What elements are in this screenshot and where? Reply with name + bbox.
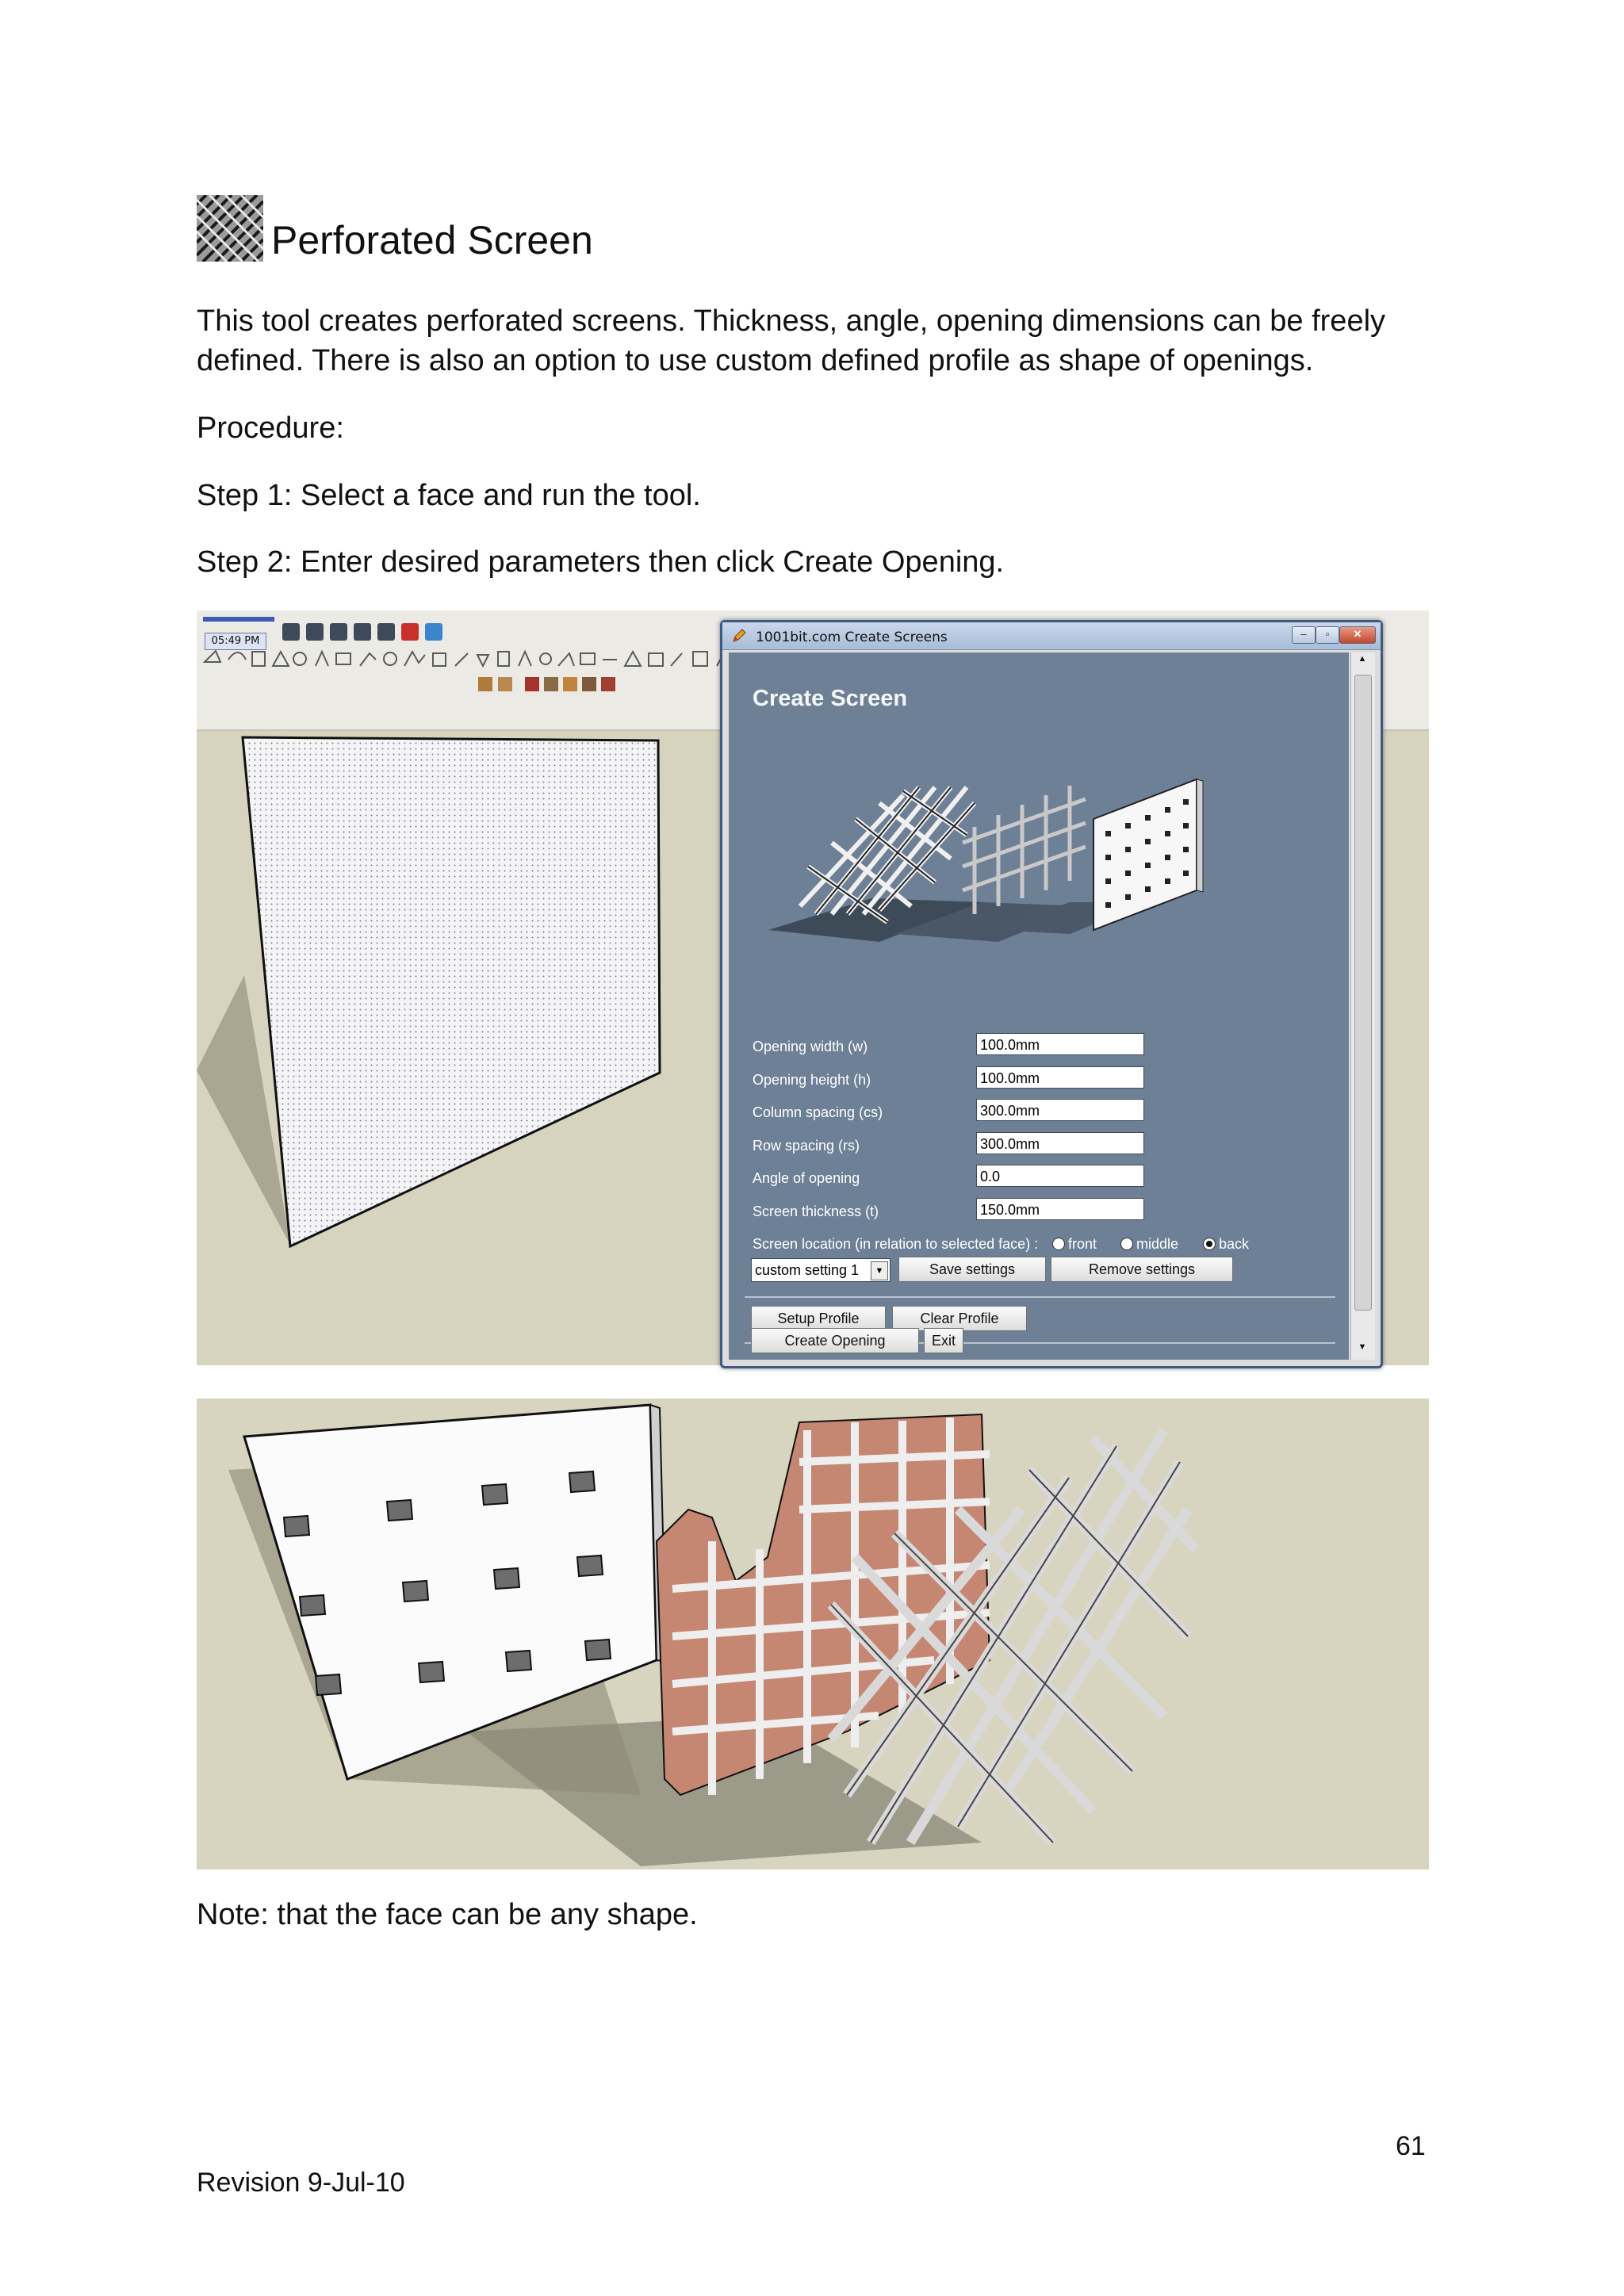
close-icon[interactable]: ✕ bbox=[1339, 626, 1376, 644]
revision-footer: Revision 9-Jul-10 bbox=[197, 2168, 405, 2198]
screens-render bbox=[197, 1399, 1429, 1869]
column-spacing-label: Column spacing (cs) bbox=[753, 1104, 883, 1120]
scroll-up-icon[interactable]: ▲ bbox=[1358, 654, 1367, 664]
clear-profile-button[interactable]: Clear Profile bbox=[892, 1306, 1027, 1331]
exit-button[interactable]: Exit bbox=[924, 1328, 963, 1353]
screen-types-illustration bbox=[753, 732, 1308, 954]
create-screens-dialog bbox=[720, 620, 1383, 1368]
dialog-titlebar[interactable] bbox=[722, 622, 1381, 650]
screen-thickness-input[interactable]: 150.0mm bbox=[976, 1198, 1144, 1220]
opening-height-label: Opening height (h) bbox=[753, 1072, 871, 1088]
procedure-label: Procedure: bbox=[197, 411, 344, 445]
intro-paragraph: This tool creates perforated screens. Thickness, angle, opening dimensions can be freely defined. There is also an option to use custom defined profile as shape of openings. bbox=[197, 304, 1386, 377]
scroll-thumb[interactable] bbox=[1354, 675, 1372, 1311]
scroll-down-icon[interactable]: ▼ bbox=[1358, 1342, 1367, 1352]
app-pencil-icon bbox=[732, 629, 746, 643]
section-title bbox=[197, 195, 593, 262]
screen-location-label: Screen location (in relation to selected face) : bbox=[753, 1236, 1039, 1252]
angle-of-opening-label: Angle of opening bbox=[753, 1170, 860, 1186]
row-spacing-input[interactable]: 300.0mm bbox=[976, 1132, 1144, 1154]
step-1: Step 1: Select a face and run the tool. bbox=[197, 479, 701, 512]
opening-height-input[interactable]: 100.0mm bbox=[976, 1066, 1144, 1089]
radio-back-icon[interactable] bbox=[1203, 1238, 1216, 1250]
minimize-icon[interactable]: – bbox=[1292, 626, 1316, 644]
setup-profile-button[interactable]: Setup Profile bbox=[751, 1306, 886, 1331]
radio-middle-icon[interactable] bbox=[1120, 1238, 1133, 1250]
dialog-body bbox=[729, 652, 1349, 1360]
step-2: Step 2: Enter desired parameters then click Create Opening. bbox=[197, 545, 1005, 579]
create-opening-button[interactable]: Create Opening bbox=[751, 1328, 919, 1353]
dialog-heading: Create Screen bbox=[753, 686, 908, 711]
angle-of-opening-input[interactable]: 0.0 bbox=[976, 1165, 1144, 1187]
maximize-icon[interactable]: ▫ bbox=[1316, 626, 1339, 644]
preset-select[interactable]: custom setting 1 ▼ bbox=[751, 1258, 891, 1282]
divider bbox=[745, 1296, 1335, 1298]
location-back-option[interactable]: back bbox=[1203, 1236, 1249, 1253]
dialog-window-title: 1001bit.com Create Screens bbox=[756, 629, 948, 645]
page-title: Perforated Screen bbox=[271, 218, 593, 262]
radio-front-icon[interactable] bbox=[1052, 1238, 1065, 1250]
location-front-option[interactable]: front bbox=[1052, 1236, 1097, 1253]
screenshot-generated-screens bbox=[197, 1399, 1429, 1869]
note-text: Note: that the face can be any shape. bbox=[197, 1898, 698, 1931]
page-number: 61 bbox=[1396, 2131, 1426, 2161]
column-spacing-input[interactable]: 300.0mm bbox=[976, 1099, 1144, 1121]
opening-width-label: Opening width (w) bbox=[753, 1039, 868, 1054]
chevron-down-icon[interactable]: ▼ bbox=[871, 1261, 888, 1280]
location-middle-option[interactable]: middle bbox=[1120, 1236, 1178, 1253]
screen-thickness-label: Screen thickness (t) bbox=[753, 1203, 879, 1219]
row-spacing-label: Row spacing (rs) bbox=[753, 1138, 860, 1154]
remove-settings-button[interactable]: Remove settings bbox=[1051, 1257, 1233, 1282]
opening-width-input[interactable]: 100.0mm bbox=[976, 1033, 1144, 1055]
clock-readout: 05:49 PM bbox=[205, 633, 266, 650]
save-settings-button[interactable]: Save settings bbox=[898, 1257, 1046, 1282]
dialog-scrollbar[interactable] bbox=[1350, 652, 1375, 1360]
perforated-screen-icon bbox=[197, 195, 263, 262]
